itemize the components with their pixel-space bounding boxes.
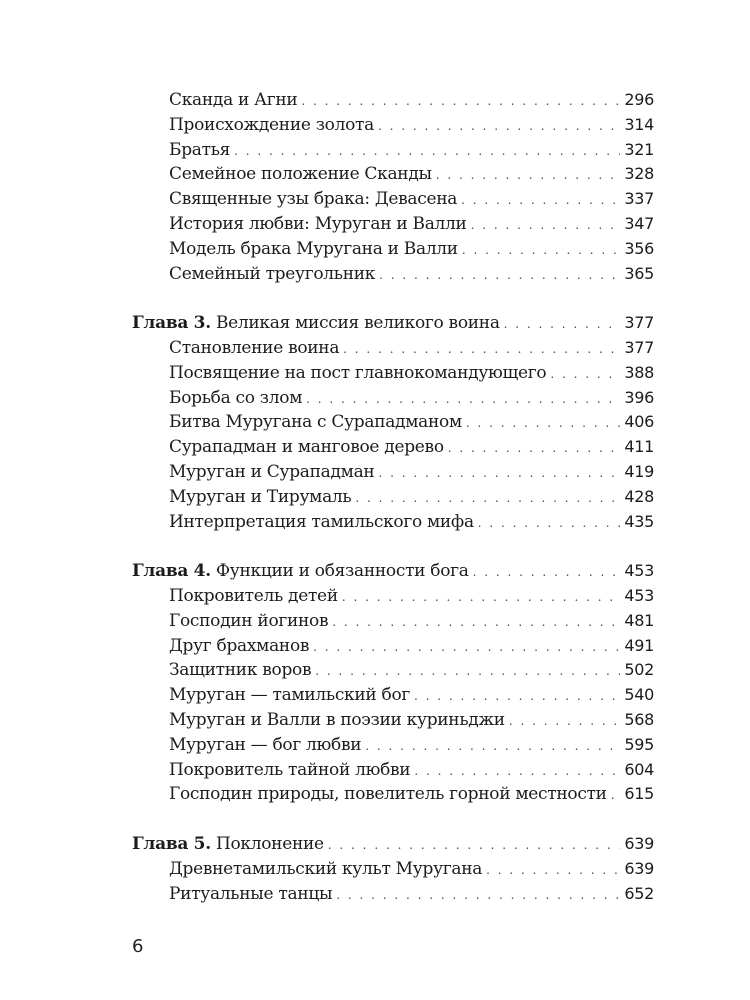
toc-entry[interactable]: Господин йогинов . . . 481 — [132, 611, 654, 636]
chapter-title: Великая миссия великого воина — [215, 313, 500, 334]
toc-page-number: 604 — [624, 759, 654, 779]
toc-entry[interactable]: Семейный треугольник . . . 365 — [132, 264, 654, 289]
toc-page-number: 356 — [624, 238, 654, 258]
toc-entry[interactable]: Ритуальные танцы . . . 652 — [132, 884, 654, 909]
toc-page-number: 377 — [624, 337, 654, 357]
chapter-title: Функции и обязанности бога — [215, 561, 469, 582]
toc-entry[interactable]: Муруган и Сурападман . . . 419 — [132, 462, 654, 487]
toc-entry[interactable]: Муруган — тамильский бог . . . 540 — [132, 685, 654, 710]
toc-page-number: 615 — [624, 784, 654, 804]
toc-page-number: 639 — [624, 833, 654, 853]
chapter-label: Глава 3. — [132, 313, 211, 334]
toc-page-number: 347 — [624, 213, 654, 233]
toc-entry[interactable]: Борьба со злом . . . 396 — [132, 388, 654, 413]
toc-chapter-5[interactable] — [132, 834, 654, 859]
toc-chapter-4[interactable] — [132, 561, 654, 586]
toc-entry[interactable]: Интерпретация тамильского мифа . . . 435 — [132, 512, 654, 537]
toc-entry[interactable]: Священные узы брака: Девасена . . . 337 — [132, 189, 654, 214]
toc-entry[interactable]: Битва Муругана с Сурападманом . . . 406 — [132, 412, 654, 437]
toc-page-number: 652 — [624, 883, 654, 903]
toc-entry[interactable]: Сурападман и манговое дерево . . . 411 — [132, 437, 654, 462]
chapter-label: Глава 5. — [132, 833, 211, 854]
toc-page-number: 337 — [624, 189, 654, 209]
toc-page-number: 568 — [624, 709, 654, 729]
toc-page-number: 321 — [624, 139, 654, 159]
toc-entry[interactable]: Посвящение на пост главнокомандующего . . . 388 — [132, 363, 654, 388]
toc-page-number: 314 — [624, 114, 654, 134]
toc-page-number: 419 — [624, 461, 654, 481]
toc-page-number: 406 — [624, 412, 654, 432]
toc-entry[interactable]: Происхождение золота . . . 314 — [132, 115, 654, 140]
toc-entry[interactable]: Покровитель тайной любви . . . 604 — [132, 760, 654, 785]
toc-entry[interactable]: Друг брахманов . . . 491 — [132, 636, 654, 661]
toc-page-number: 377 — [624, 313, 654, 333]
toc-page-number: 328 — [624, 164, 654, 184]
toc-entry[interactable]: Братья . . . 321 — [132, 140, 654, 165]
toc-entry[interactable]: Модель брака Муругана и Валли . . . 356 — [132, 239, 654, 264]
toc-entry[interactable]: Покровитель детей . . . 453 — [132, 586, 654, 611]
toc-entry[interactable]: История любви: Муруган и Валли . . . 347 — [132, 214, 654, 239]
toc-page-number: 540 — [624, 685, 654, 705]
toc-entry[interactable]: Защитник воров . . . 502 — [132, 660, 654, 685]
toc-page-number: 491 — [624, 635, 654, 655]
toc-entry[interactable]: Сканда и Агни . . . 296 — [132, 90, 654, 115]
toc-page-number: 453 — [624, 561, 654, 581]
chapter-label: Глава 4. — [132, 561, 211, 582]
toc-entry[interactable]: Муруган — бог любви . . . 595 — [132, 735, 654, 760]
table-of-contents — [132, 90, 654, 908]
chapter-title: Поклонение — [215, 833, 324, 854]
toc-page-number: 453 — [624, 585, 654, 605]
toc-entry[interactable]: Семейное положение Сканды . . . 328 — [132, 164, 654, 189]
toc-page-number: 365 — [624, 263, 654, 283]
toc-page-number: 296 — [624, 90, 654, 109]
toc-page-number: 428 — [624, 486, 654, 506]
page-number: 6 — [132, 936, 144, 957]
toc-page-number: 435 — [624, 511, 654, 531]
toc-page-number: 595 — [624, 734, 654, 754]
toc-page-number: 481 — [624, 610, 654, 630]
toc-entry[interactable]: Муруган и Валли в поэзии куриньджи . . . 568 — [132, 710, 654, 735]
toc-entry[interactable]: Древнетамильский культ Муругана . . . 639 — [132, 859, 654, 884]
toc-page-number: 411 — [624, 437, 654, 457]
toc-page-number: 502 — [624, 660, 654, 680]
toc-page-number: 396 — [624, 387, 654, 407]
toc-chapter-3[interactable] — [132, 313, 654, 338]
toc-entry[interactable]: Господин природы, повелитель горной местности . . . 615 — [132, 784, 654, 809]
toc-entry[interactable]: Муруган и Тирумаль . . . 428 — [132, 487, 654, 512]
toc-page-number: 639 — [624, 858, 654, 878]
toc-page-number: 388 — [624, 362, 654, 382]
toc-entry[interactable]: Становление воина . . . 377 — [132, 338, 654, 363]
